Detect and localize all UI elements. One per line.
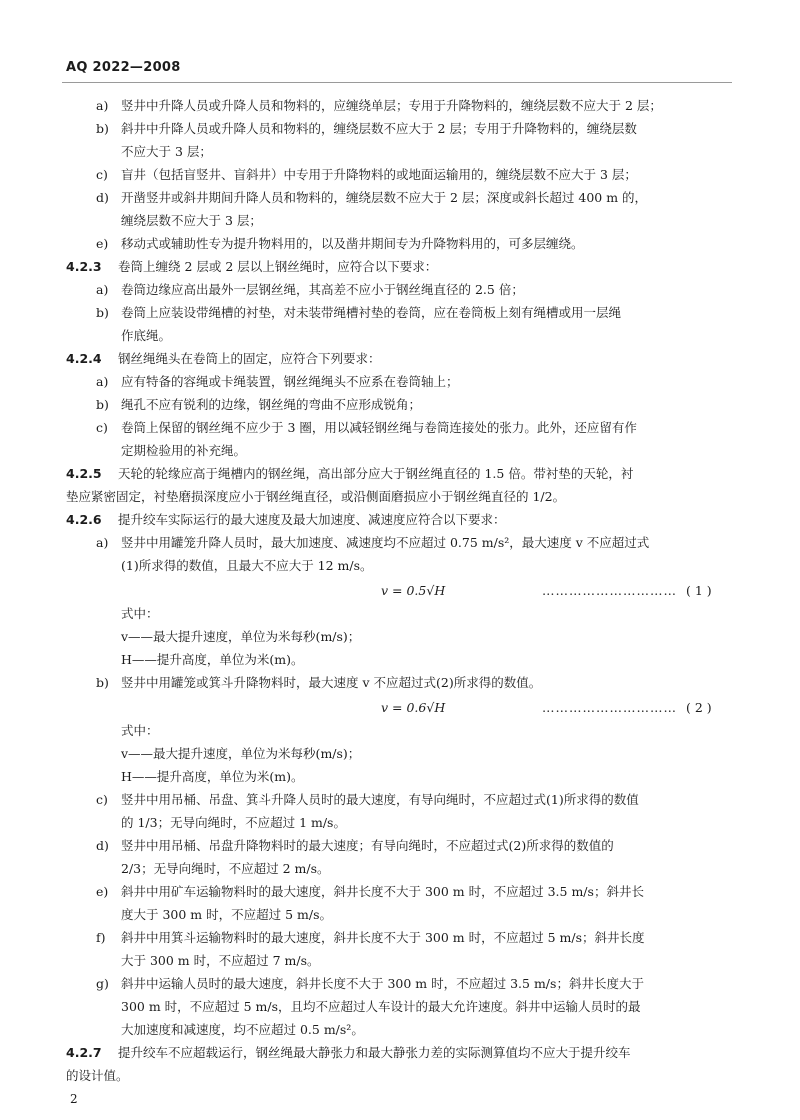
- item-text: (1)所求得的数值，且最大不应大于 12 m/s。: [121, 558, 373, 573]
- item-label: f): [96, 930, 106, 945]
- item-text: 斜井中升降人员或升降人员和物料的，缠绕层数不应大于 2 层；专用于升降物料的，缠绕层数: [121, 121, 637, 136]
- item-text: 大加速度和减速度，均不应超过 0.5 m/s²。: [121, 1022, 364, 1037]
- item-label: d): [96, 190, 109, 205]
- header-rule: [62, 82, 732, 83]
- clause-text: 的设计值。: [66, 1068, 129, 1083]
- item-text: 竖井中用吊桶、吊盘、箕斗升降人员时的最大速度，有导向绳时，不应超过式(1)所求得的数值: [121, 792, 639, 807]
- clause-text: 天轮的轮缘应高于绳槽内的钢丝绳，高出部分应大于钢丝绳直径的 1.5 倍。带衬垫的天轮，衬: [118, 466, 634, 481]
- item-text: 斜井中用矿车运输物料时的最大速度，斜井长度不大于 300 m 时，不应超过 3.5 m/s；斜井长: [121, 884, 644, 899]
- formula-number: ( 1 ): [686, 583, 712, 598]
- item-text: 卷筒上保留的钢丝绳不应少于 3 圈，用以减轻钢丝绳与卷筒连接处的张力。此外，还应留有作: [121, 420, 637, 435]
- formula-leader-dots: …………………………: [542, 583, 677, 598]
- item-text: 缠绕层数不应大于 3 层；: [121, 213, 262, 228]
- where-heading: 式中：: [121, 606, 159, 621]
- item-text: 开凿竖井或斜井期间升降人员和物料的，缠绕层数不应大于 2 层；深度或斜长超过 400 m 的，: [121, 190, 648, 205]
- variable-definition: v——最大提升速度，单位为米每秒(m/s)；: [121, 746, 361, 761]
- variable-definition: H——提升高度，单位为米(m)。: [121, 769, 304, 784]
- item-label: e): [96, 884, 109, 899]
- clause-text: 提升绞车不应超载运行，钢丝绳最大静张力和最大静张力差的实际测算值均不应大于提升绞车: [118, 1045, 631, 1060]
- clause-number: 4.2.7: [66, 1045, 102, 1060]
- clause-number: 4.2.6: [66, 512, 102, 527]
- item-text: 应有特备的容绳或卡绳装置，钢丝绳绳头不应系在卷筒轴上；: [121, 374, 459, 389]
- item-text: 绳孔不应有锐利的边缘，钢丝绳的弯曲不应形成锐角；: [121, 397, 422, 412]
- clause-number: 4.2.5: [66, 466, 102, 481]
- item-label: a): [96, 282, 109, 297]
- page-number: 2: [70, 1092, 78, 1106]
- item-text: 斜井中用箕斗运输物料时的最大速度，斜井长度不大于 300 m 时，不应超过 5 m/s；斜井长度: [121, 930, 645, 945]
- item-text: 不应大于 3 层；: [121, 144, 212, 159]
- item-text: 竖井中用罐笼或箕斗升降物料时，最大速度 v 不应超过式(2)所求得的数值。: [121, 675, 542, 690]
- item-label: g): [96, 976, 109, 991]
- clause-text: 钢丝绳绳头在卷筒上的固定，应符合下列要求：: [118, 351, 381, 366]
- item-label: c): [96, 792, 108, 807]
- formula-number: ( 2 ): [686, 700, 712, 715]
- item-text: 的 1/3；无导向绳时，不应超过 1 m/s。: [121, 815, 346, 830]
- item-text: 盲井（包括盲竖井、盲斜井）中专用于升降物料的或地面运输用的，缠绕层数不应大于 3 层；: [121, 167, 637, 182]
- where-heading: 式中：: [121, 723, 159, 738]
- item-label: b): [96, 121, 109, 136]
- variable-definition: H——提升高度，单位为米(m)。: [121, 652, 304, 667]
- formula-leader-dots: …………………………: [542, 700, 677, 715]
- item-text: 定期检验用的补充绳。: [121, 443, 247, 458]
- item-label: b): [96, 397, 109, 412]
- item-text: 300 m 时，不应超过 5 m/s，且均不应超过人车设计的最大允许速度。斜井中运输人员时的最: [121, 999, 641, 1014]
- clause-number: 4.2.4: [66, 351, 102, 366]
- clause-text: 垫应紧密固定，衬垫磨损深度应小于钢丝绳直径，或沿侧面磨损应小于钢丝绳直径的 1/2。: [66, 489, 566, 504]
- clause-text: 卷筒上缠绕 2 层或 2 层以上钢丝绳时，应符合以下要求：: [118, 259, 438, 274]
- item-text: 斜井中运输人员时的最大速度，斜井长度不大于 300 m 时，不应超过 3.5 m/s；斜井长度大于: [121, 976, 644, 991]
- item-label: b): [96, 305, 109, 320]
- item-text: 竖井中用罐笼升降人员时，最大加速度、减速度均不应超过 0.75 m/s²，最大速度 v 不应超过式: [121, 535, 650, 550]
- document-code: AQ 2022—2008: [66, 60, 181, 75]
- item-text: 2/3；无导向绳时，不应超过 2 m/s。: [121, 861, 330, 876]
- clause-number: 4.2.3: [66, 259, 102, 274]
- item-text: 竖井中升降人员或升降人员和物料的，应缠绕单层；专用于升降物料的，缠绕层数不应大于 2 层；: [121, 98, 662, 113]
- item-label: e): [96, 236, 109, 251]
- formula-2: v = 0.6√H: [381, 700, 446, 715]
- item-text: 竖井中用吊桶、吊盘升降物料时的最大速度；有导向绳时，不应超过式(2)所求得的数值的: [121, 838, 614, 853]
- item-text: 移动式或辅助性专为提升物料用的，以及凿井期间专为升降物料用的，可多层缠绕。: [121, 236, 584, 251]
- clause-text: 提升绞车实际运行的最大速度及最大加速度、减速度应符合以下要求：: [118, 512, 506, 527]
- item-label: c): [96, 167, 108, 182]
- item-text: 大于 300 m 时，不应超过 7 m/s。: [121, 953, 320, 968]
- item-label: c): [96, 420, 108, 435]
- formula-1: v = 0.5√H: [381, 583, 446, 598]
- variable-definition: v——最大提升速度，单位为米每秒(m/s)；: [121, 629, 361, 644]
- item-text: 作底绳。: [121, 328, 172, 343]
- item-label: a): [96, 374, 109, 389]
- item-text: 卷筒边缘应高出最外一层钢丝绳，其高差不应小于钢丝绳直径的 2.5 倍；: [121, 282, 524, 297]
- item-label: a): [96, 535, 109, 550]
- item-label: d): [96, 838, 109, 853]
- item-text: 卷筒上应装设带绳槽的衬垫，对未装带绳槽衬垫的卷筒，应在卷筒板上刻有绳槽或用一层绳: [121, 305, 622, 320]
- item-label: a): [96, 98, 109, 113]
- item-label: b): [96, 675, 109, 690]
- item-text: 度大于 300 m 时，不应超过 5 m/s。: [121, 907, 333, 922]
